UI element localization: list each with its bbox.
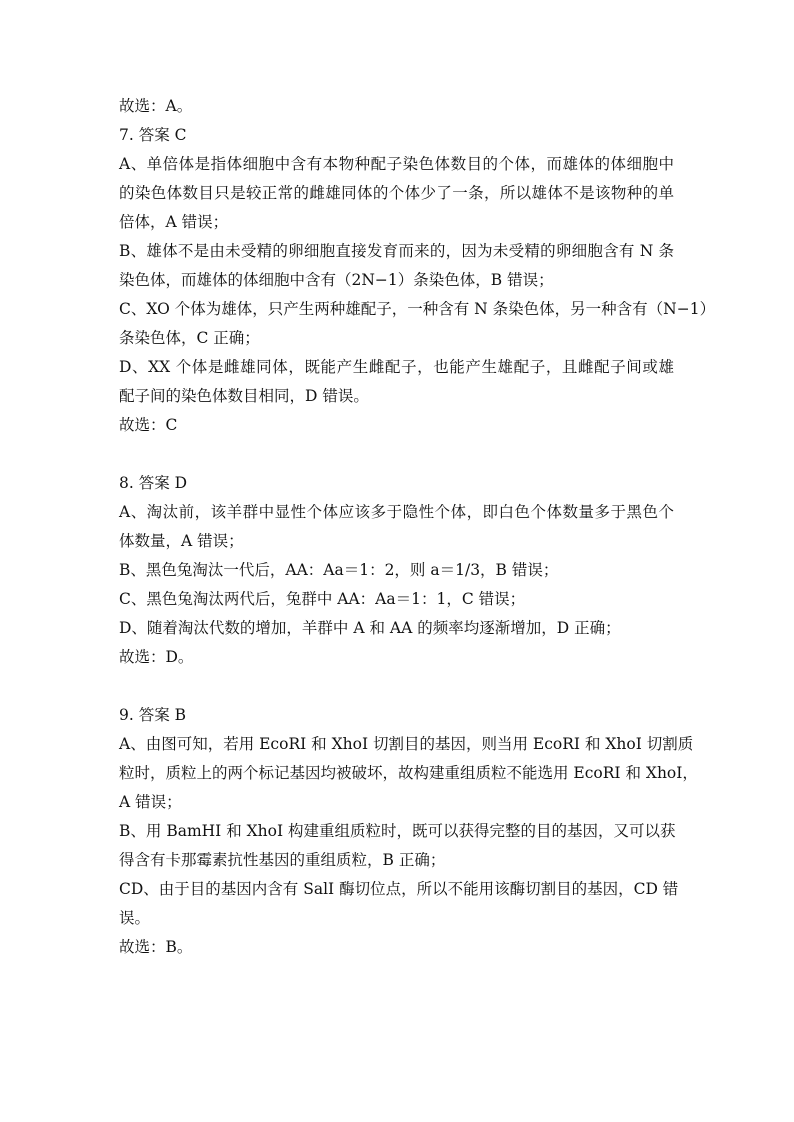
blank-line <box>119 672 674 701</box>
text-line: 倍体，A 错误； <box>119 213 229 231</box>
text-line: 得含有卡那霉素抗性基因的重组质粒，B 正确； <box>119 851 446 869</box>
text-line: 故选：A。 <box>119 97 193 115</box>
text-line: A 错误； <box>119 793 182 811</box>
text-line: A、单倍体是指体细胞中含有本物种配子染色体数目的个体，而雄体的体细胞中 <box>119 155 674 173</box>
text-line: 体数量，A 错误； <box>119 532 244 550</box>
text-line: 配子间的染色体数目相同，D 错误。 <box>119 387 369 405</box>
text-line: 误。 <box>119 909 151 927</box>
text-line: C、XO 个体为雄体，只产生两种雄配子，一种含有 N 条染色体，另一种含有（N−1） <box>119 300 716 318</box>
text-line: 故选：D。 <box>119 648 194 666</box>
text-line: A、由图可知，若用 EcoRI 和 XhoI 切割目的基因，则当用 EcoRI 和 XhoI 切割质 <box>119 735 694 753</box>
text-line: B、用 BamHI 和 XhoI 构建重组质粒时，既可以获得完整的目的基因，又可以获 <box>119 822 676 840</box>
text-line: 粒时，质粒上的两个标记基因均被破坏，故构建重组质粒不能选用 EcoRI 和 XhoI， <box>119 764 698 782</box>
text-line: A、淘汰前，该羊群中显性个体应该多于隐性个体，即白色个体数量多于黑色个 <box>119 503 674 521</box>
text-line: B、黑色兔淘汰一代后，AA：Aa＝1：2，则 a＝1/3，B 错误； <box>119 561 559 579</box>
text-line: 故选：B。 <box>119 938 193 956</box>
question-7-heading: 7. 答案 C <box>119 126 187 144</box>
text-line: C、黑色兔淘汰两代后，兔群中 AA：Aa＝1：1，C 错误； <box>119 590 526 608</box>
answer-text-block <box>119 92 716 962</box>
text-line: 染色体，而雄体的体细胞中含有（2N−1）条染色体，B 错误； <box>119 271 554 289</box>
text-line: CD、由于目的基因内含有 SalI 酶切位点，所以不能用该酶切割目的基因，CD 错 <box>119 880 679 898</box>
question-9-heading: 9. 答案 B <box>119 706 187 724</box>
question-8-heading: 8. 答案 D <box>119 474 188 492</box>
text-line: 的染色体数目只是较正常的雌雄同体的个体少了一条，所以雄体不是该物种的单 <box>119 184 674 202</box>
text-line: B、雄体不是由未受精的卵细胞直接发育而来的，因为未受精的卵细胞含有 N 条 <box>119 242 674 260</box>
text-line: 条染色体，C 正确； <box>119 329 260 347</box>
text-line: D、XX 个体是雌雄同体，既能产生雌配子，也能产生雄配子，且雌配子间或雄 <box>119 358 674 376</box>
text-line: D、随着淘汰代数的增加，羊群中 A 和 AA 的频率均逐渐增加，D 正确； <box>119 619 621 637</box>
blank-line <box>119 440 674 469</box>
text-line: 故选：C <box>119 416 178 434</box>
